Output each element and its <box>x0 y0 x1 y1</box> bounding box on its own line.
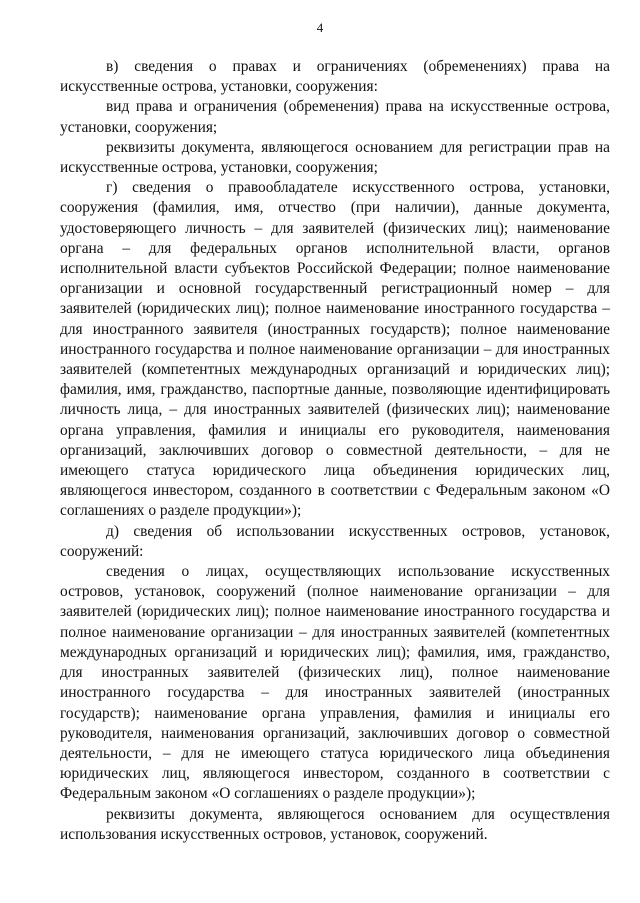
paragraph-d-usage: д) сведения об использовании искусственных островов, установок, сооружений: <box>60 522 610 560</box>
paragraph-rights-basis: реквизиты документа, являющегося основанием для регистрации прав на искусственные острова, установки, сооружения; <box>60 138 610 177</box>
paragraph-rights-type: вид права и ограничения (обременения) права на искусственные острова, установки, сооружения; <box>60 98 610 136</box>
document-body <box>60 57 610 845</box>
paragraph-v-rights: в) сведения о правах и ограничениях (обременениях) права на искусственные острова, установки, сооружения: <box>60 58 610 96</box>
paragraph-g-rightholder: г) сведения о правообладателе искусственного острова, установки, сооружения (фамилия, имя, отчество (при наличии), данные документа, удостоверяющего личность – для заявителей (физических лиц); наименование органа – для федеральных органов исполнительной власти, органов исполнительной власти субъектов Российской Федерации; полное наименование организации и основной государственный регистрационный номер – для заявителей (юридических лиц); полное наименование иностранного государства – для иностранного заявителя (иностранных государств); полное наименование иностранного государства и полное наименование организации – для иностранных заявителей (компетентных международных организаций и юридических лиц); фамилия, имя, гражданство, паспортные данные, позволяющие идентифицировать личность лица, – для иностранных заявителей (физических лиц); наименование органа управления, фамилия и инициалы его руководителя, наименования организаций, заключивших договор о совместной деятельности, – для не имеющего статуса юридического лица объединения юридических лиц, являющегося инвестором, созданного в соответствии с Федеральным законом «О соглашениях о разделе продукции»); <box>60 179 610 520</box>
paragraph-usage-basis: реквизиты документа, являющегося основанием для осуществления использования искусственных островов, установок, сооружений. <box>60 805 610 843</box>
paragraph-usage-persons: сведения о лицах, осуществляющих использование искусственных островов, установок, сооружений (полное наименование организации – для заявителей (юридических лиц); полное наименование иностранного государства и полное наименование организации – для иностранных заявителей (компетентных международных организаций и юридических лиц); фамилия, имя, гражданство, для иностранных заявителей (физических лиц), полное наименование иностранного государства – для иностранных заявителей (иностранных государств); наименование органа управления, фамилия и инициалы его руководителя, наименования организаций, заключивших договор о совместной деятельности, – для не имеющего статуса юридического лица объединения юридических лиц, являющегося инвестором, созданного в соответствии с Федеральным законом «О соглашениях о разделе продукции»); <box>60 563 610 803</box>
page-number: 4 <box>316 20 324 35</box>
